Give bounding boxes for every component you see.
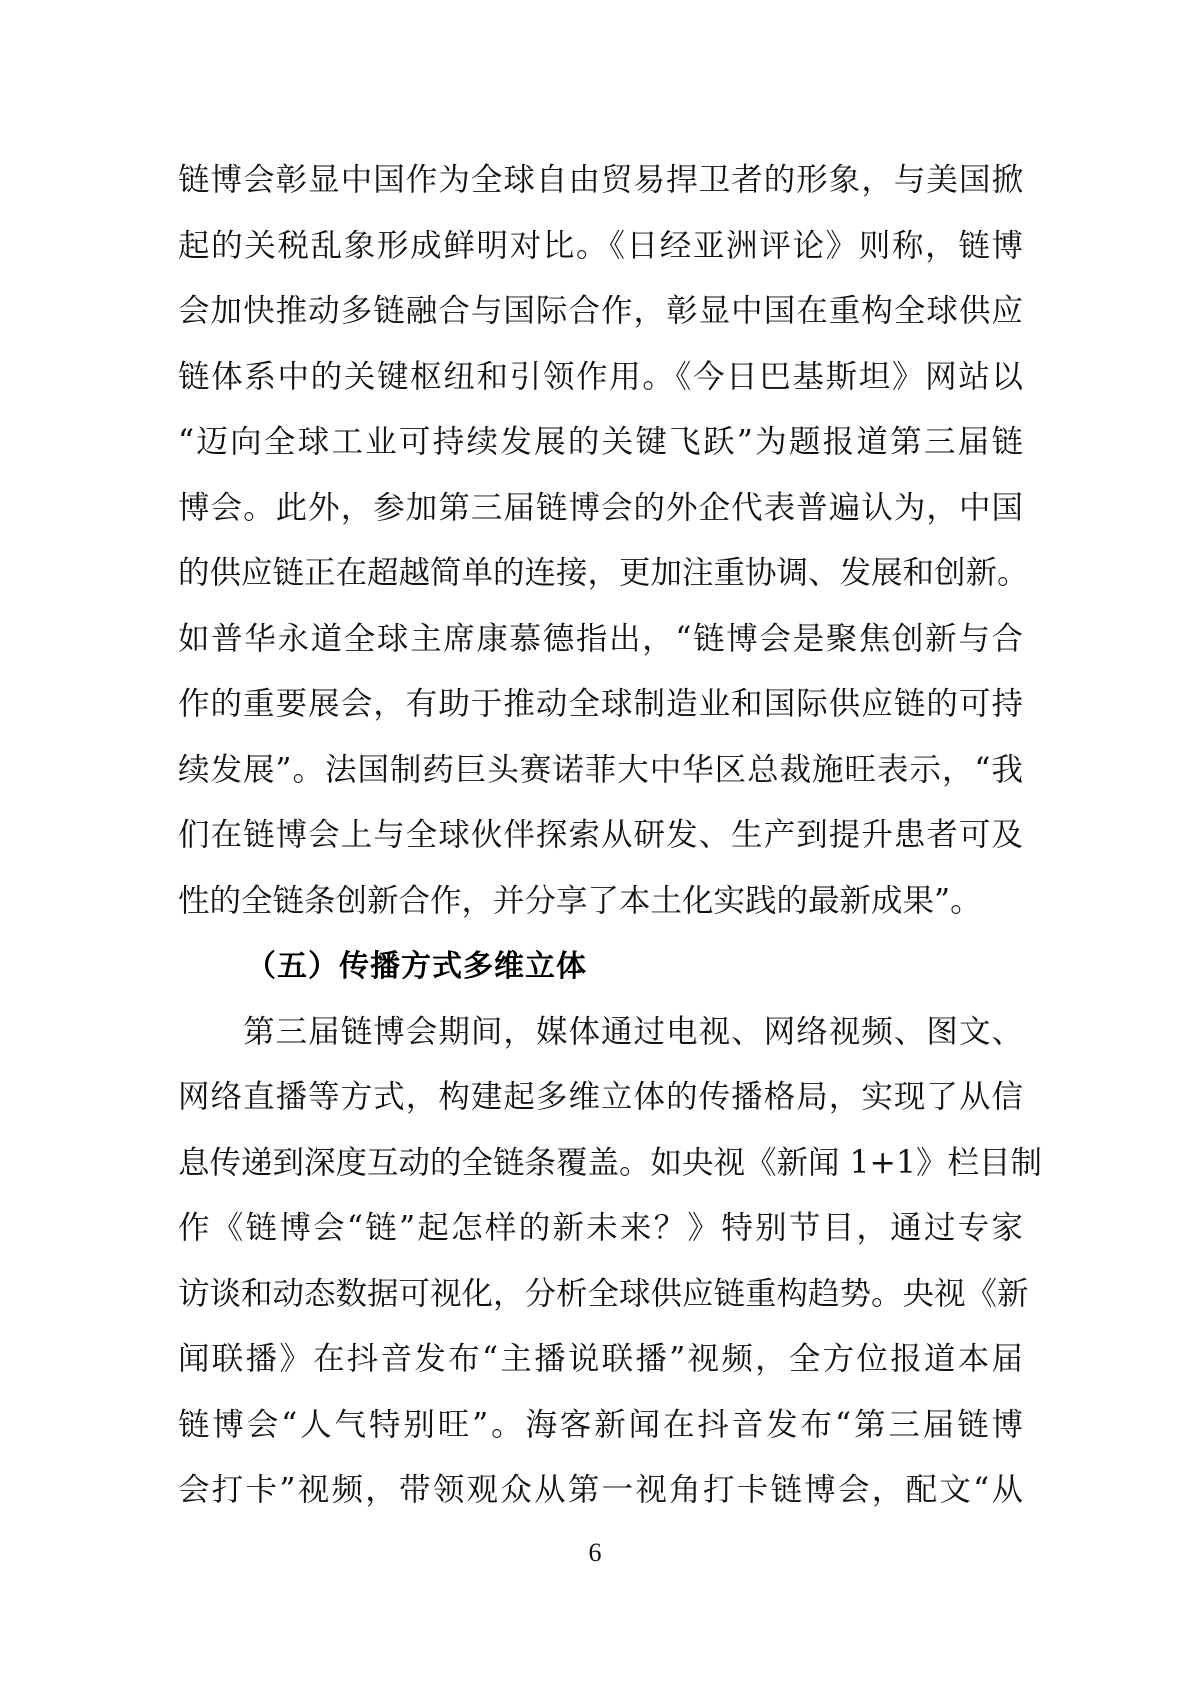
text-line: 会打卡”视频，带领观众从第一视角打卡链博会，配文“从 [178, 1472, 1023, 1508]
text-line: 网络直播等方式，构建起多维立体的传播格局，实现了从信 [178, 1079, 1023, 1115]
section-heading: （五）传播方式多维立体 [246, 949, 587, 984]
page-number: 6 [588, 1538, 602, 1567]
text-line: 续发展”。法国制药巨头赛诺菲大中华区总裁施旺表示，“我 [178, 751, 1023, 788]
text-line: 闻联播》在抖音发布“主播说联播”视频，全方位报道本届 [178, 1341, 1023, 1377]
text-line: 性的全链条创新合作，并分享了本土化实践的最新成果”。 [178, 882, 982, 919]
text-line: 博会。此外，参加第三届链博会的外企代表普遍认为，中国 [178, 489, 1023, 526]
text-line: 会加快推动多链融合与国际合作，彰显中国在重构全球供应 [178, 293, 1023, 329]
text-line: 第三届链博会期间，媒体通过电视、网络视频、图文、 [178, 1013, 1023, 1050]
text-line: 的供应链正在超越简单的连接，更加注重协调、发展和创新。 [178, 555, 1029, 591]
text-line: 访谈和动态数据可视化，分析全球供应链重构趋势。央视《新 [178, 1275, 1029, 1312]
text-line: 链博会“人气特别旺”。海客新闻在抖音发布“第三届链博 [178, 1406, 1023, 1443]
text-line: 息传递到深度互动的全链条覆盖。如央视《新闻 1+1》栏目制 [178, 1144, 1042, 1181]
text-line: 链博会彰显中国作为全球自由贸易捍卫者的形象，与美国掀 [178, 162, 1023, 198]
body-text [178, 148, 1042, 1524]
text-line: 起的关税乱象形成鲜明对比。《日经亚洲评论》则称，链博 [178, 227, 1023, 264]
text-line: 们在链博会上与全球伙伴探索从研发、生产到提升患者可及 [178, 817, 1023, 853]
text-line: 作的重要展会，有助于推动全球制造业和国际供应链的可持 [178, 686, 1023, 722]
text-line: 如普华永道全球主席康慕德指出，“链博会是聚焦创新与合 [178, 620, 1023, 657]
text-line: 作《链博会“链”起怎样的新未来？》特别节目，通过专家 [178, 1210, 1023, 1246]
text-line: 链体系中的关键枢纽和引领作用。《今日巴基斯坦》网站以 [178, 358, 1023, 395]
text-line: “迈向全球工业可持续发展的关键飞跃”为题报道第三届链 [178, 424, 1023, 460]
